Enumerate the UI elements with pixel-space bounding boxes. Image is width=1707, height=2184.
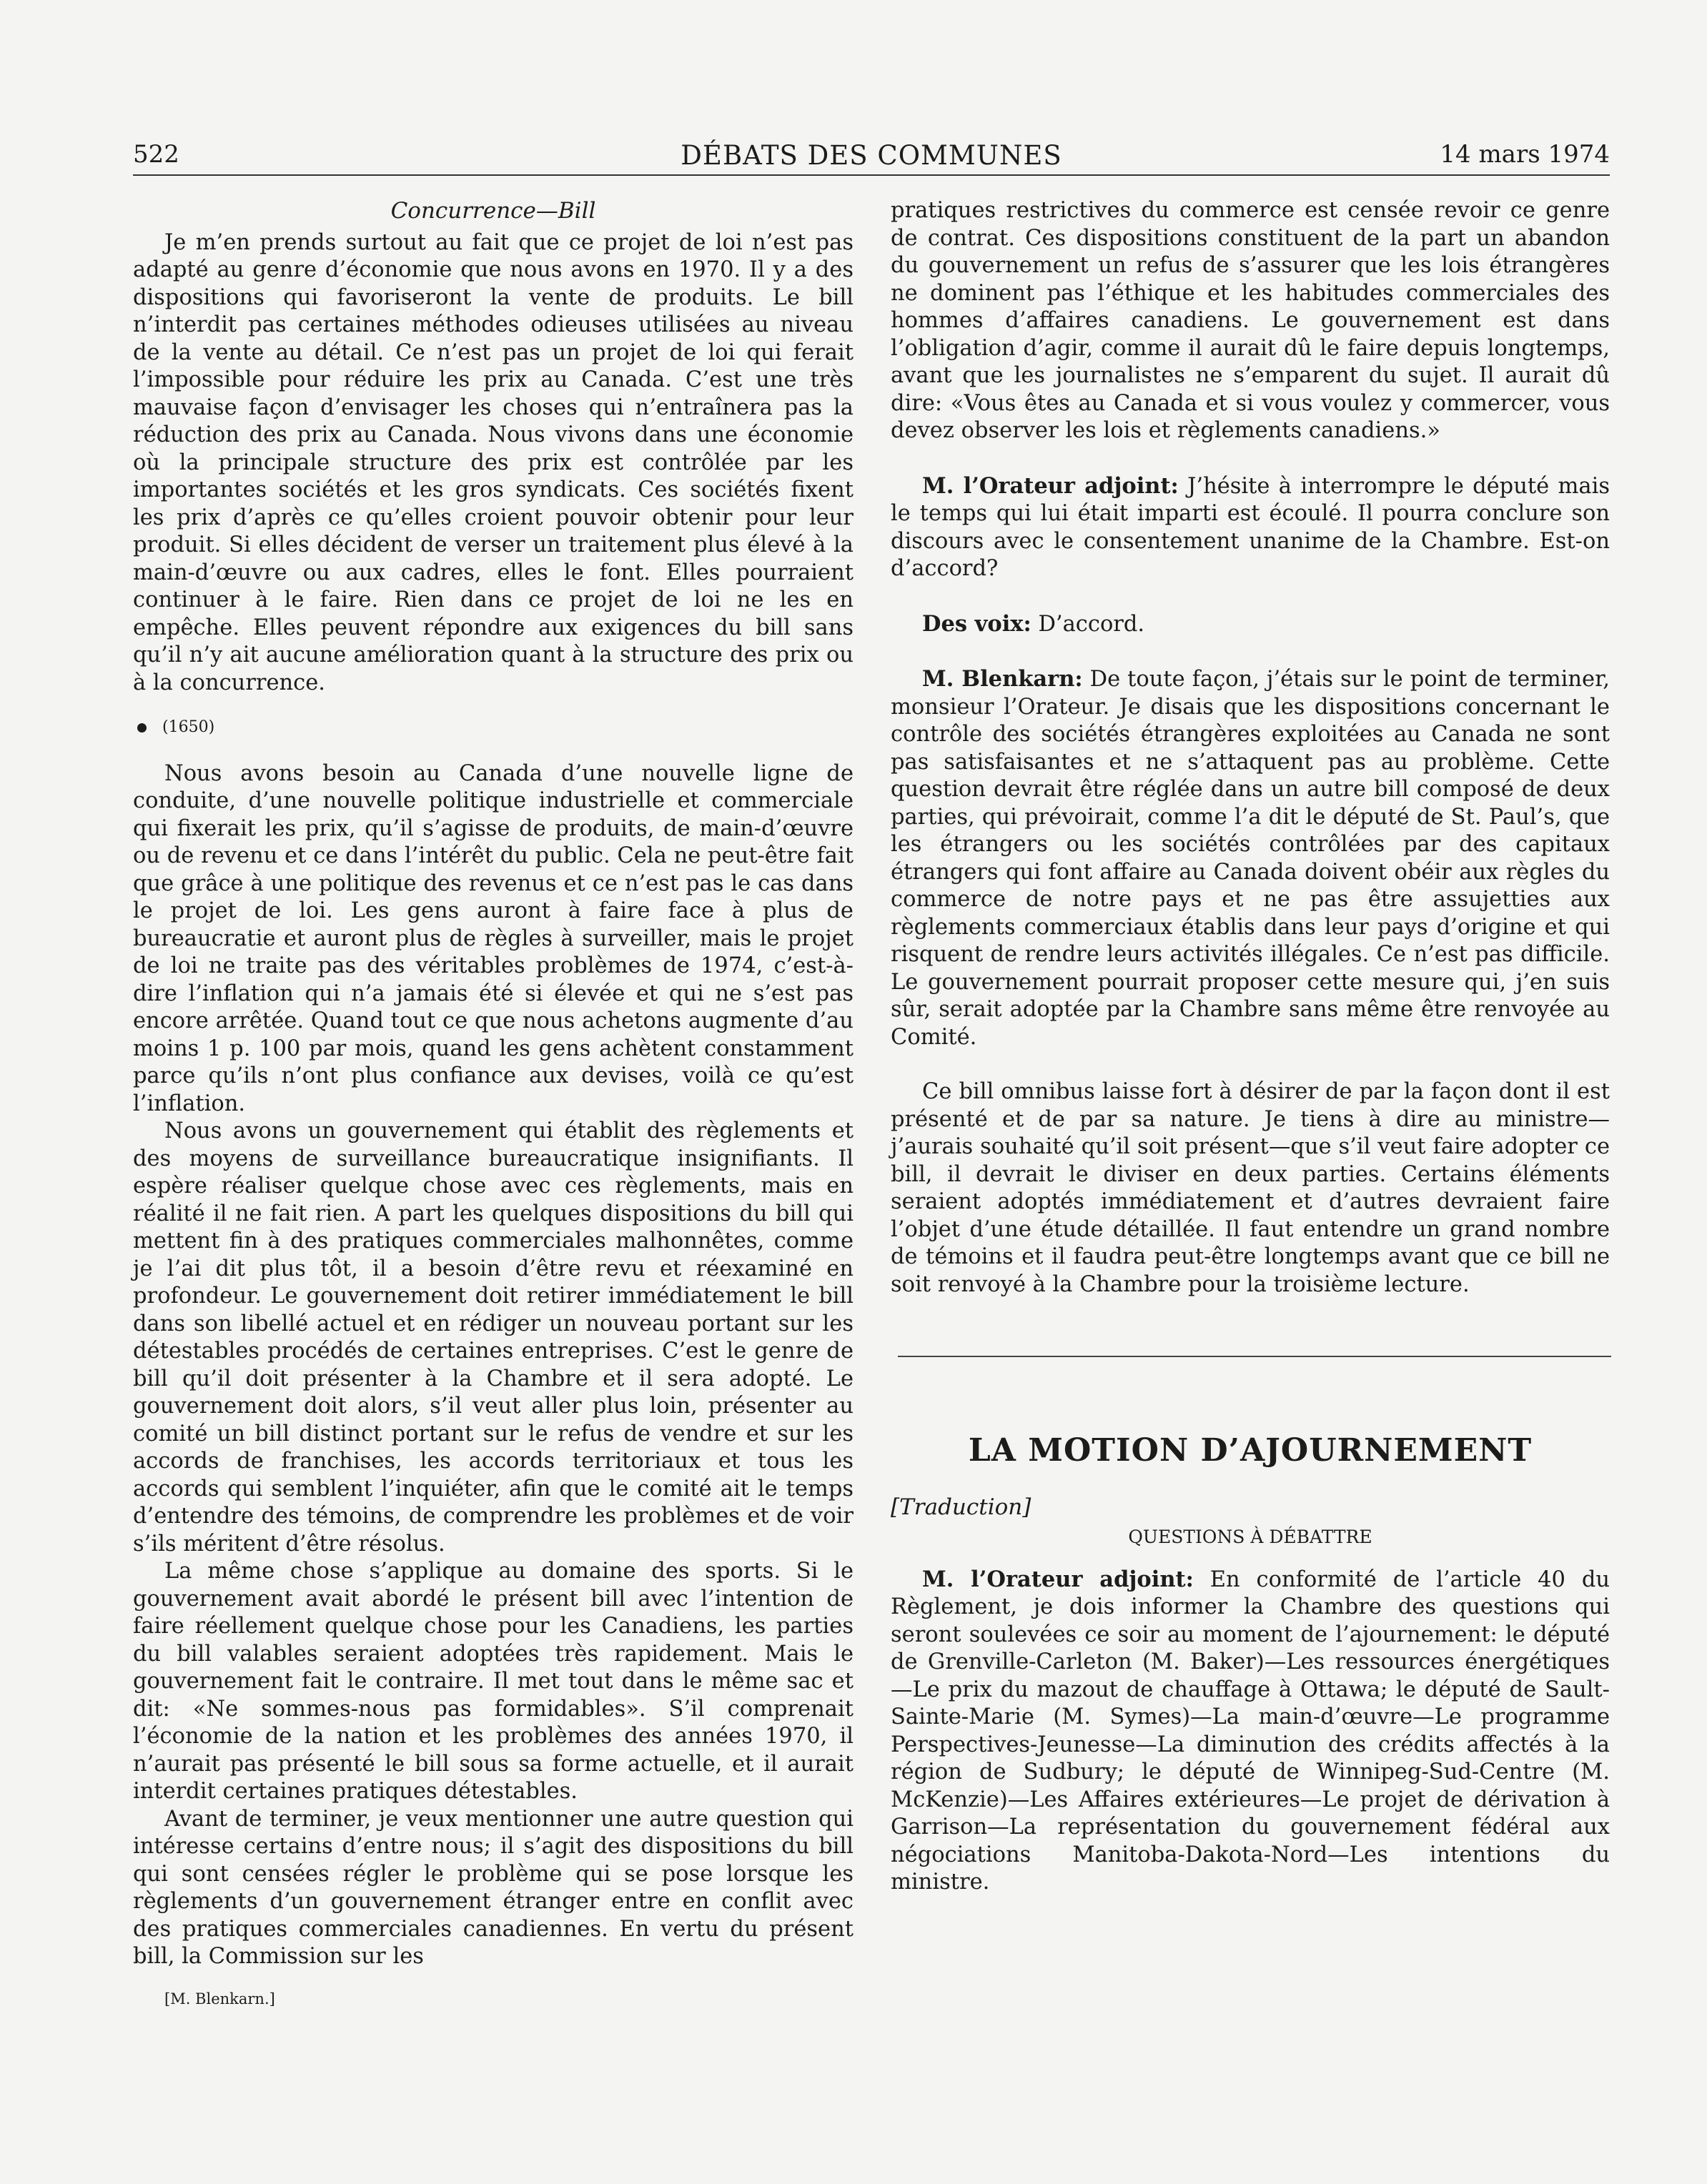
- section-heading: Concurrence—Bill: [390, 198, 596, 224]
- paragraph: Nous avons besoin au Canada d’une nouvelle ligne de conduite, d’une nouvelle politique industrielle et commerciale qui fixerait les prix, qu’il s’agisse de produits, de main-d’œuvre ou de revenu et ce dans l’intérêt du public. Cela ne peut-être fait que grâce à une politique des revenus et ce n’est pas le cas dans le projet de loi. Les gens auront à faire face à plus de bureaucratie et auront plus de règles à surveiller, mais le projet de loi ne traite pas des véritables problèmes de 1974, c’est-à-dire l’inflation qui n’a jamais été si élevée et qui ne s’est pas encore arrêtée. Quand tout ce que nous achetons augmente d’au moins 1 p. 100 par mois, quand les gens achètent constamment parce qu’ils n’ont plus confiance aux devises, voilà ce qu’est l’inflation.: [133, 760, 854, 1116]
- speaker-name: Des voix:: [922, 610, 1031, 637]
- motion-title: LA MOTION D’AJOURNEMENT: [968, 1432, 1533, 1469]
- speech-text: D’accord.: [1031, 611, 1145, 637]
- running-title: DÉBATS DES COMMUNES: [681, 140, 1062, 171]
- speech-paragraph: [891, 472, 1610, 583]
- page-header: [133, 140, 1610, 176]
- speech-text: En conformité de l’article 40 du Règlement, je dois informer la Chambre des questions qui seront soulevées ce soir au moment de l’ajournement: le député de Grenville-Carleton (M. Baker)—Les ressources énergétiques—Le prix du mazout de chauffage à Ottawa; le député de Sault-Sainte-Marie (M. Symes)—La main-d’œuvre—Le programme Perspectives-Jeunesse—La diminution des crédits affectés à la région de Sudbury; le député de Winnipeg-Sud-Centre (M. McKenzie)—Les Affaires extérieures—Le projet de dérivation à Garrison—La représentation du gouvernement fédéral aux négociations Manitoba-Dakota-Nord—Les intentions du ministre.: [891, 1567, 1610, 1895]
- speaker-name: M. l’Orateur adjoint:: [922, 472, 1179, 499]
- subheading: QUESTIONS À DÉBATTRE: [1128, 1527, 1372, 1547]
- speaker-name: M. l’Orateur adjoint:: [922, 1566, 1194, 1592]
- time-marker-label: (1650): [162, 718, 215, 736]
- paragraph: pratiques restrictives du commerce est censée revoir ce genre de contrat. Ces dispositions constituent de la part un abandon du gouvernement un refus de s’assurer que les lois étrangères ne dominent pas l’éthique et les habitudes commerciales des hommes d’affaires canadiens. Le gouvernement est dans l’obligation d’agir, comme il aurait dû le faire depuis longtemps, avant que les journalistes ne s’emparent du sujet. Il aurait dû dire: «Vous êtes au Canada et si vous voulez y commercer, vous devez observer les lois et règlements canadiens.»: [891, 198, 1610, 443]
- right-column: [891, 197, 1610, 1897]
- speaker-name: M. Blenkarn:: [922, 666, 1083, 692]
- speech-paragraph: [891, 1566, 1610, 1897]
- paragraph: La même chose s’applique au domaine des sports. Si le gouvernement avait abordé le présent bill avec l’intention de faire réellement quelque chose pour les Canadiens, les parties du bill valables seraient adoptées très rapidement. Mais le gouvernement fait le contraire. Il met tout dans le même sac et dit: «Ne sommes-nous pas formidables». S’il comprenait l’économie de la nation et les problèmes des années 1970, il n’aurait pas présenté le bill sous sa forme actuelle, et il aurait interdit certaines pratiques détestables.: [133, 1559, 854, 1804]
- speech-text: J’hésite à interrompre le député mais le temps qui lui était imparti est écoulé. Il pourra conclure son discours avec le consentement unanime de la Chambre. Est-on d’accord?: [891, 473, 1610, 581]
- time-marker: [133, 714, 854, 742]
- paragraph: Nous avons un gouvernement qui établit des règlements et des moyens de surveillance bureaucratique insignifiants. Il espère réaliser quelque chose avec ces règlements, mais en réalité il ne fait rien. A part les quelques dispositions du bill qui mettent fin à des pratiques commerciales malhonnêtes, comme je l’ai dit plus tôt, il a besoin d’être revu et réexaminé en profondeur. Le gouvernement doit retirer immédiatement le bill dans son libellé actuel et en rédiger un nouveau portant sur les détestables procédés de certaines entreprises. C’est le genre de bill qu’il doit présenter à la Chambre et il sera adopté. Le gouvernement doit alors, s’il veut aller plus loin, présenter au comité un bill distinct portant sur le refus de vendre et sur les accords de franchises, les accords territoriaux et tous les accords qui semblent l’inquiéter, afin que le comité ait le temps d’entendre des témoins, de comprendre les problèmes et de voir s’ils méritent d’être résolus.: [133, 1118, 854, 1557]
- speech-text: De toute façon, j’étais sur le point de terminer, monsieur l’Orateur. Je disais que les dispositions concernant le contrôle des sociétés étrangères exploitées au Canada ne sont pas satisfaisantes et ne s’attaquent pas au problème. Cette question devrait être réglée dans un autre bill composé de deux parties, qui prévoirait, comme l’a dit le député de St. Paul’s, que les étrangers ou les sociétés contrôlées par des capitaux étrangers qui font affaire au Canada doivent obéir aux règles du commerce de notre pays et ne pas être assujetties aux règlements commerciaux établis dans leur pays d’origine et qui risquent de rendre leurs activités illégales. Ce n’est pas difficile. Le gouvernement pourrait proposer cette mesure qui, j’en suis sûr, serait adoptée par la Chambre sans même être renvoyée au Comité.: [891, 667, 1610, 1050]
- speech-paragraph: [891, 665, 1610, 1051]
- speech-paragraph: [891, 610, 1610, 639]
- left-column: [133, 197, 854, 2012]
- paragraph: Ce bill omnibus laisse fort à désirer de par la façon dont il est présenté et de par sa nature. Je tiens à dire au ministre—j’aurais souhaité qu’il soit présent—que s’il veut faire adopter ce bill, il devrait le diviser en deux parties. Certains éléments seraient adoptés immédiatement et d’autres devraient faire l’objet d’une étude détaillée. Il faut entendre un grand nombre de témoins et il faudra peut-être longtemps avant que ce bill ne soit renvoyé à la Chambre pour la troisième lecture.: [891, 1079, 1610, 1297]
- bullet-icon: [137, 723, 147, 733]
- translation-tag: [Traduction]: [891, 1494, 1031, 1520]
- paragraph: Je m’en prends surtout au fait que ce projet de loi n’est pas adapté au genre d’économie que nous avons en 1970. Il y a des dispositions qui favoriseront la vente de produits. Le bill n’interdit pas certaines méthodes odieuses utilisées au niveau de la vente au détail. Ce n’est pas un projet de loi qui ferait l’impossible pour réduire les prix au Canada. C’est une très mauvaise façon d’envisager les choses qui n’entraînera pas la réduction des prix au Canada. Nous vivons dans une économie où la principale structure des prix est contrôlée par les importantes sociétés et les gros syndicats. Ces sociétés fixent les prix d’après ce qu’elles croient pouvoir obtenir pour leur produit. Si elles décident de verser un traitement plus élevé à la main-d’œuvre ou aux cadres, elles le font. Elles pourraient continuer à le faire. Rien dans ce projet de loi ne les en empêche. Elles peuvent répondre aux exigences du bill sans qu’il n’y ait aucune amélioration quant à la structure des prix ou à la concurrence.: [133, 229, 854, 695]
- speaker-attribution: [M. Blenkarn.]: [164, 1990, 275, 2007]
- page-number: 522: [133, 140, 179, 169]
- section-divider: [898, 1356, 1611, 1357]
- page-date: 14 mars 1974: [1440, 140, 1610, 169]
- paragraph: Avant de terminer, je veux mentionner une autre question qui intéresse certains d’entre nous; il s’agit des dispositions du bill qui sont censées régler le problème qui se pose lorsque les règlements d’un gouvernement étranger entre en conflit avec des pratiques commerciales canadiennes. En vertu du présent bill, la Commission sur les: [133, 1806, 854, 1969]
